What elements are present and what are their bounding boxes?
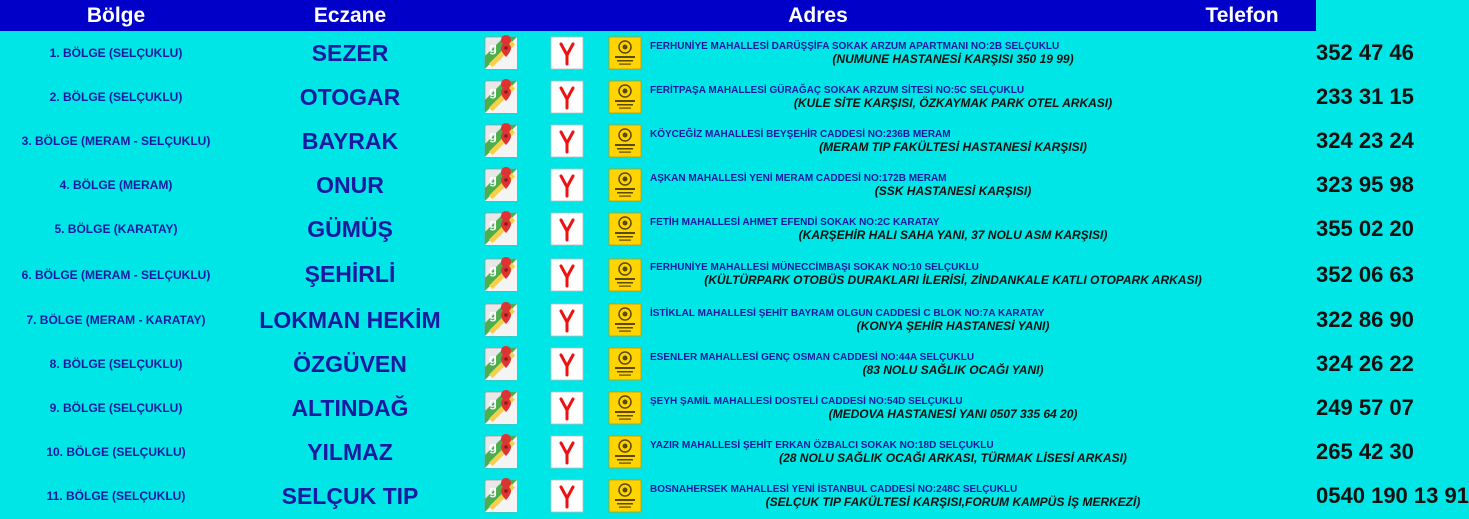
maps-link[interactable] — [468, 298, 534, 342]
adres-cell — [650, 430, 1316, 474]
adres-cell — [650, 474, 1316, 518]
svg-text:g: g — [489, 439, 497, 454]
adres-landmark: (NUMUNE HASTANESİ KARŞISI 350 19 99) — [832, 51, 1074, 66]
google-maps-icon[interactable] — [484, 391, 518, 425]
adres-cell — [650, 386, 1316, 430]
yandex-link[interactable] — [534, 430, 600, 474]
adres-landmark: (MEDOVA HASTANESİ YANI 0507 335 64 20) — [828, 406, 1078, 421]
yandex-link[interactable] — [534, 31, 600, 75]
table-row: 9. BÖLGE (SELÇUKLU) ALTINDAĞ g ŞEYH ŞAMİL MAHALLESİ DOSTELİ CADDESİ NO:54D SELÇUKLU (MEDOVA HASTANESİ YANI 0507 335 64 20) 249 57 07 — [0, 386, 1316, 430]
konya-municipality-logo-icon[interactable] — [608, 303, 642, 337]
adres-line: İSTİKLAL MAHALLESİ ŞEHİT BAYRAM OLGUN CADDESİ C BLOK NO:7A KARATAY — [650, 307, 1045, 319]
adres-landmark: (SSK HASTANESİ KARŞISI) — [874, 183, 1032, 198]
adres-landmark: (83 NOLU SAĞLIK OCAĞI YANI) — [862, 362, 1044, 377]
adres-line: AŞKAN MAHALLESİ YENİ MERAM CADDESİ NO:172B MERAM — [650, 172, 947, 184]
adres-landmark: (KÜLTÜRPARK OTOBÜS DURAKLARI İLERİSİ, ZİNDANKALE KATLI OTOPARK ARKASI) — [704, 273, 1202, 287]
municipality-link[interactable] — [600, 474, 650, 518]
bolge-cell: 9. BÖLGE (SELÇUKLU) — [49, 401, 183, 415]
konya-municipality-logo-icon[interactable] — [608, 168, 642, 202]
adres-line: ŞEYH ŞAMİL MAHALLESİ DOSTELİ CADDESİ NO:54D SELÇUKLU — [650, 395, 963, 407]
bolge-cell: 7. BÖLGE (MERAM - KARATAY) — [26, 313, 206, 327]
yandex-link[interactable] — [534, 386, 600, 430]
bolge-cell: 3. BÖLGE (MERAM - SELÇUKLU) — [21, 134, 211, 148]
google-maps-icon[interactable] — [484, 258, 518, 292]
maps-link[interactable] — [468, 75, 534, 119]
maps-link[interactable] — [468, 207, 534, 251]
municipality-link[interactable] — [600, 31, 650, 75]
adres-line: BOSNAHERSEK MAHALLESİ YENİ İSTANBUL CADDESİ NO:248C SELÇUKLU — [650, 483, 1018, 495]
municipality-link[interactable] — [600, 207, 650, 251]
table-row: 4. BÖLGE (MERAM) ONUR g AŞKAN MAHALLESİ YENİ MERAM CADDESİ NO:172B MERAM (SSK HASTANESİ KARŞISI) 323 95 98 — [0, 163, 1316, 207]
yandex-maps-icon[interactable] — [550, 124, 584, 158]
table-row: 2. BÖLGE (SELÇUKLU) OTOGAR g FERİTPAŞA MAHALLESİ GÜRAĞAÇ SOKAK ARZUM SİTESİ NO:5C SELÇUKLU (KULE SİTE KARŞISI, ÖZKAYMAK PARK OTEL ARKASI) 233 31 15 — [0, 75, 1316, 119]
yandex-link[interactable] — [534, 342, 600, 386]
adres-cell — [650, 251, 1316, 298]
maps-link[interactable] — [468, 31, 534, 75]
bolge-cell: 2. BÖLGE (SELÇUKLU) — [49, 90, 183, 104]
konya-municipality-logo-icon[interactable] — [608, 124, 642, 158]
eczane-cell: OTOGAR — [299, 83, 401, 110]
google-maps-icon[interactable] — [484, 80, 518, 114]
yandex-maps-icon[interactable] — [550, 303, 584, 337]
google-maps-icon[interactable] — [484, 36, 518, 70]
eczane-cell: ONUR — [316, 171, 384, 198]
google-maps-icon[interactable] — [484, 168, 518, 202]
adres-line: FERHUNİYE MAHALLESİ MÜNECCİMBAŞI SOKAK NO:10 SELÇUKLU — [650, 262, 979, 273]
maps-link[interactable] — [468, 474, 534, 518]
bolge-cell: 5. BÖLGE (KARATAY) — [54, 222, 178, 236]
yandex-link[interactable] — [534, 251, 600, 298]
yandex-maps-icon[interactable] — [550, 479, 584, 513]
yandex-maps-icon[interactable] — [550, 347, 584, 381]
yandex-maps-icon[interactable] — [550, 80, 584, 114]
bolge-cell: 10. BÖLGE (SELÇUKLU) — [46, 445, 186, 459]
adres-line: KÖYCEĞİZ MAHALLESİ BEYŞEHİR CADDESİ NO:236B MERAM — [650, 128, 951, 140]
svg-text:g: g — [489, 395, 497, 410]
adres-line: ESENLER MAHALLESİ GENÇ OSMAN CADDESİ NO:44A SELÇUKLU — [650, 351, 975, 363]
eczane-cell: YILMAZ — [307, 438, 393, 465]
konya-municipality-logo-icon[interactable] — [608, 36, 642, 70]
adres-cell — [650, 119, 1316, 163]
table-row: 10. BÖLGE (SELÇUKLU) YILMAZ g YAZIR MAHALLESİ ŞEHİT ERKAN ÖZBALCI SOKAK NO:18D SELÇUKLU (28 NOLU SAĞLIK OCAĞI ARKASI, TÜRMAK LİSESİ ARKASI) 265 42 30 — [0, 430, 1316, 474]
bolge-cell: 1. BÖLGE (SELÇUKLU) — [49, 46, 183, 60]
adres-landmark: (KULE SİTE KARŞISI, ÖZKAYMAK PARK OTEL ARKASI) — [793, 95, 1113, 110]
adres-cell — [650, 31, 1316, 75]
maps-link[interactable] — [468, 430, 534, 474]
table-row: 11. BÖLGE (SELÇUKLU) SELÇUK TIP g BOSNAHERSEK MAHALLESİ YENİ İSTANBUL CADDESİ NO:248C SELÇUKLU (SELÇUK TIP FAKÜLTESİ KARŞISI,FORUM KAMPÜS İŞ MERKEZİ) 0540 190 13 91 — [0, 474, 1316, 518]
svg-text:g: g — [489, 84, 497, 99]
google-maps-icon[interactable] — [484, 212, 518, 246]
google-maps-icon[interactable] — [484, 479, 518, 513]
svg-text:g: g — [489, 261, 497, 277]
yandex-maps-icon[interactable] — [550, 258, 584, 292]
svg-text:g: g — [489, 128, 497, 143]
adres-line: YAZIR MAHALLESİ ŞEHİT ERKAN ÖZBALCI SOKAK NO:18D SELÇUKLU — [650, 439, 994, 451]
maps-link[interactable] — [468, 342, 534, 386]
yandex-maps-icon[interactable] — [550, 391, 584, 425]
municipality-link[interactable] — [600, 119, 650, 163]
yandex-maps-icon[interactable] — [550, 168, 584, 202]
header-bolge: Bölge — [0, 0, 232, 31]
table-header-row — [0, 0, 1316, 31]
adres-cell — [650, 342, 1316, 386]
yandex-link[interactable] — [534, 119, 600, 163]
google-maps-icon[interactable] — [484, 303, 518, 337]
svg-text:g: g — [489, 216, 497, 231]
eczane-cell: SELÇUK TIP — [281, 482, 419, 509]
adres-cell — [650, 298, 1316, 342]
municipality-link[interactable] — [600, 163, 650, 207]
municipality-link[interactable] — [600, 251, 650, 298]
eczane-cell: LOKMAN HEKİM — [259, 306, 441, 333]
header-eczane: Eczane — [232, 0, 468, 31]
eczane-cell: ÖZGÜVEN — [293, 350, 407, 377]
google-maps-icon[interactable] — [484, 435, 518, 469]
svg-text:g: g — [489, 172, 497, 187]
konya-municipality-logo-icon[interactable] — [608, 391, 642, 425]
bolge-cell: 8. BÖLGE (SELÇUKLU) — [49, 357, 183, 371]
adres-landmark: (SELÇUK TIP FAKÜLTESİ KARŞISI,FORUM KAMPÜS İŞ MERKEZİ) — [765, 494, 1141, 509]
eczane-cell: SEZER — [311, 39, 389, 66]
table-row: 3. BÖLGE (MERAM - SELÇUKLU) BAYRAK g KÖYCEĞİZ MAHALLESİ BEYŞEHİR CADDESİ NO:236B MERAM (MERAM TIP FAKÜLTESİ HASTANESİ KARŞISI) 324 23 24 — [0, 119, 1316, 163]
table-row: 5. BÖLGE (KARATAY) GÜMÜŞ g FETİH MAHALLESİ AHMET EFENDİ SOKAK NO:2C KARATAY (KARŞEHİR HALI SAHA YANI, 37 NOLU ASM KARŞISI) 355 02 20 — [0, 207, 1316, 251]
adres-landmark: (MERAM TIP FAKÜLTESİ HASTANESİ KARŞISI) — [819, 139, 1087, 154]
adres-line: FERHUNİYE MAHALLESİ DARÜŞŞİFA SOKAK ARZUM APARTMANI NO:2B SELÇUKLU — [650, 40, 1060, 52]
google-maps-icon[interactable] — [484, 347, 518, 381]
svg-text:g: g — [489, 307, 497, 322]
yandex-link[interactable] — [534, 474, 600, 518]
yandex-maps-icon[interactable] — [550, 36, 584, 70]
bolge-cell: 4. BÖLGE (MERAM) — [59, 178, 173, 192]
eczane-cell: GÜMÜŞ — [307, 215, 393, 242]
yandex-maps-icon[interactable] — [550, 435, 584, 469]
eczane-cell: ALTINDAĞ — [291, 394, 409, 421]
table-row: 1. BÖLGE (SELÇUKLU) SEZER g FERHUNİYE MAHALLESİ DARÜŞŞİFA SOKAK ARZUM APARTMANI NO:2B SELÇUKLU (NUMUNE HASTANESİ KARŞISI 350 19 99) 352 47 46 — [0, 31, 1316, 75]
konya-municipality-logo-icon[interactable] — [608, 80, 642, 114]
svg-text:g: g — [489, 40, 497, 55]
bolge-cell: 11. BÖLGE (SELÇUKLU) — [46, 489, 186, 503]
header-telefon: Telefon — [1168, 0, 1316, 31]
maps-link[interactable] — [468, 163, 534, 207]
header-adres: Adres — [468, 0, 1168, 31]
municipality-link[interactable] — [600, 342, 650, 386]
adres-cell — [650, 163, 1316, 207]
eczane-cell: ŞEHİRLİ — [304, 261, 396, 287]
table-row: 7. BÖLGE (MERAM - KARATAY) LOKMAN HEKİM g İSTİKLAL MAHALLESİ ŞEHİT BAYRAM OLGUN CADDESİ C BLOK NO:7A KARATAY (KONYA ŞEHİR HASTANESİ YANI) 322 86 90 — [0, 298, 1316, 342]
municipality-link[interactable] — [600, 298, 650, 342]
table-row: 8. BÖLGE (SELÇUKLU) ÖZGÜVEN g ESENLER MAHALLESİ GENÇ OSMAN CADDESİ NO:44A SELÇUKLU (83 NOLU SAĞLIK OCAĞI YANI) 324 26 22 — [0, 342, 1316, 386]
maps-link[interactable] — [468, 251, 534, 298]
yandex-link[interactable] — [534, 163, 600, 207]
adres-landmark: (KONYA ŞEHİR HASTANESİ YANI) — [856, 318, 1050, 333]
municipality-link[interactable] — [600, 75, 650, 119]
eczane-cell: BAYRAK — [301, 127, 399, 154]
yandex-link[interactable] — [534, 298, 600, 342]
svg-text:g: g — [489, 483, 497, 498]
adres-cell — [650, 207, 1316, 251]
yandex-link[interactable] — [534, 75, 600, 119]
municipality-link[interactable] — [600, 386, 650, 430]
municipality-link[interactable] — [600, 430, 650, 474]
yandex-maps-icon[interactable] — [550, 212, 584, 246]
konya-municipality-logo-icon[interactable] — [608, 479, 642, 513]
konya-municipality-logo-icon[interactable] — [608, 347, 642, 381]
adres-cell — [650, 75, 1316, 119]
konya-municipality-logo-icon[interactable] — [608, 258, 642, 292]
maps-link[interactable] — [468, 386, 534, 430]
bolge-cell: 6. BÖLGE (MERAM - SELÇUKLU) — [21, 267, 211, 282]
adres-landmark: (KARŞEHİR HALI SAHA YANI, 37 NOLU ASM KARŞISI) — [798, 227, 1108, 242]
svg-text:g: g — [489, 351, 497, 366]
konya-municipality-logo-icon[interactable] — [608, 435, 642, 469]
adres-landmark: (28 NOLU SAĞLIK OCAĞI ARKASI, TÜRMAK LİSESİ ARKASI) — [779, 450, 1127, 465]
konya-municipality-logo-icon[interactable] — [608, 212, 642, 246]
maps-link[interactable] — [468, 119, 534, 163]
yandex-link[interactable] — [534, 207, 600, 251]
adres-line: FERİTPAŞA MAHALLESİ GÜRAĞAÇ SOKAK ARZUM SİTESİ NO:5C SELÇUKLU — [650, 84, 1025, 96]
google-maps-icon[interactable] — [484, 124, 518, 158]
table-row: 6. BÖLGE (MERAM - SELÇUKLU) ŞEHİRLİ g FERHUNİYE MAHALLESİ MÜNECCİMBAŞI SOKAK NO:10 SELÇUKLU (KÜLTÜRPARK OTOBÜS DURAKLARI İLERİSİ, ZİNDANKALE KATLI OTOPARK ARKASI) 352 06 63 — [0, 251, 1316, 298]
adres-line: FETİH MAHALLESİ AHMET EFENDİ SOKAK NO:2C KARATAY — [650, 216, 940, 228]
